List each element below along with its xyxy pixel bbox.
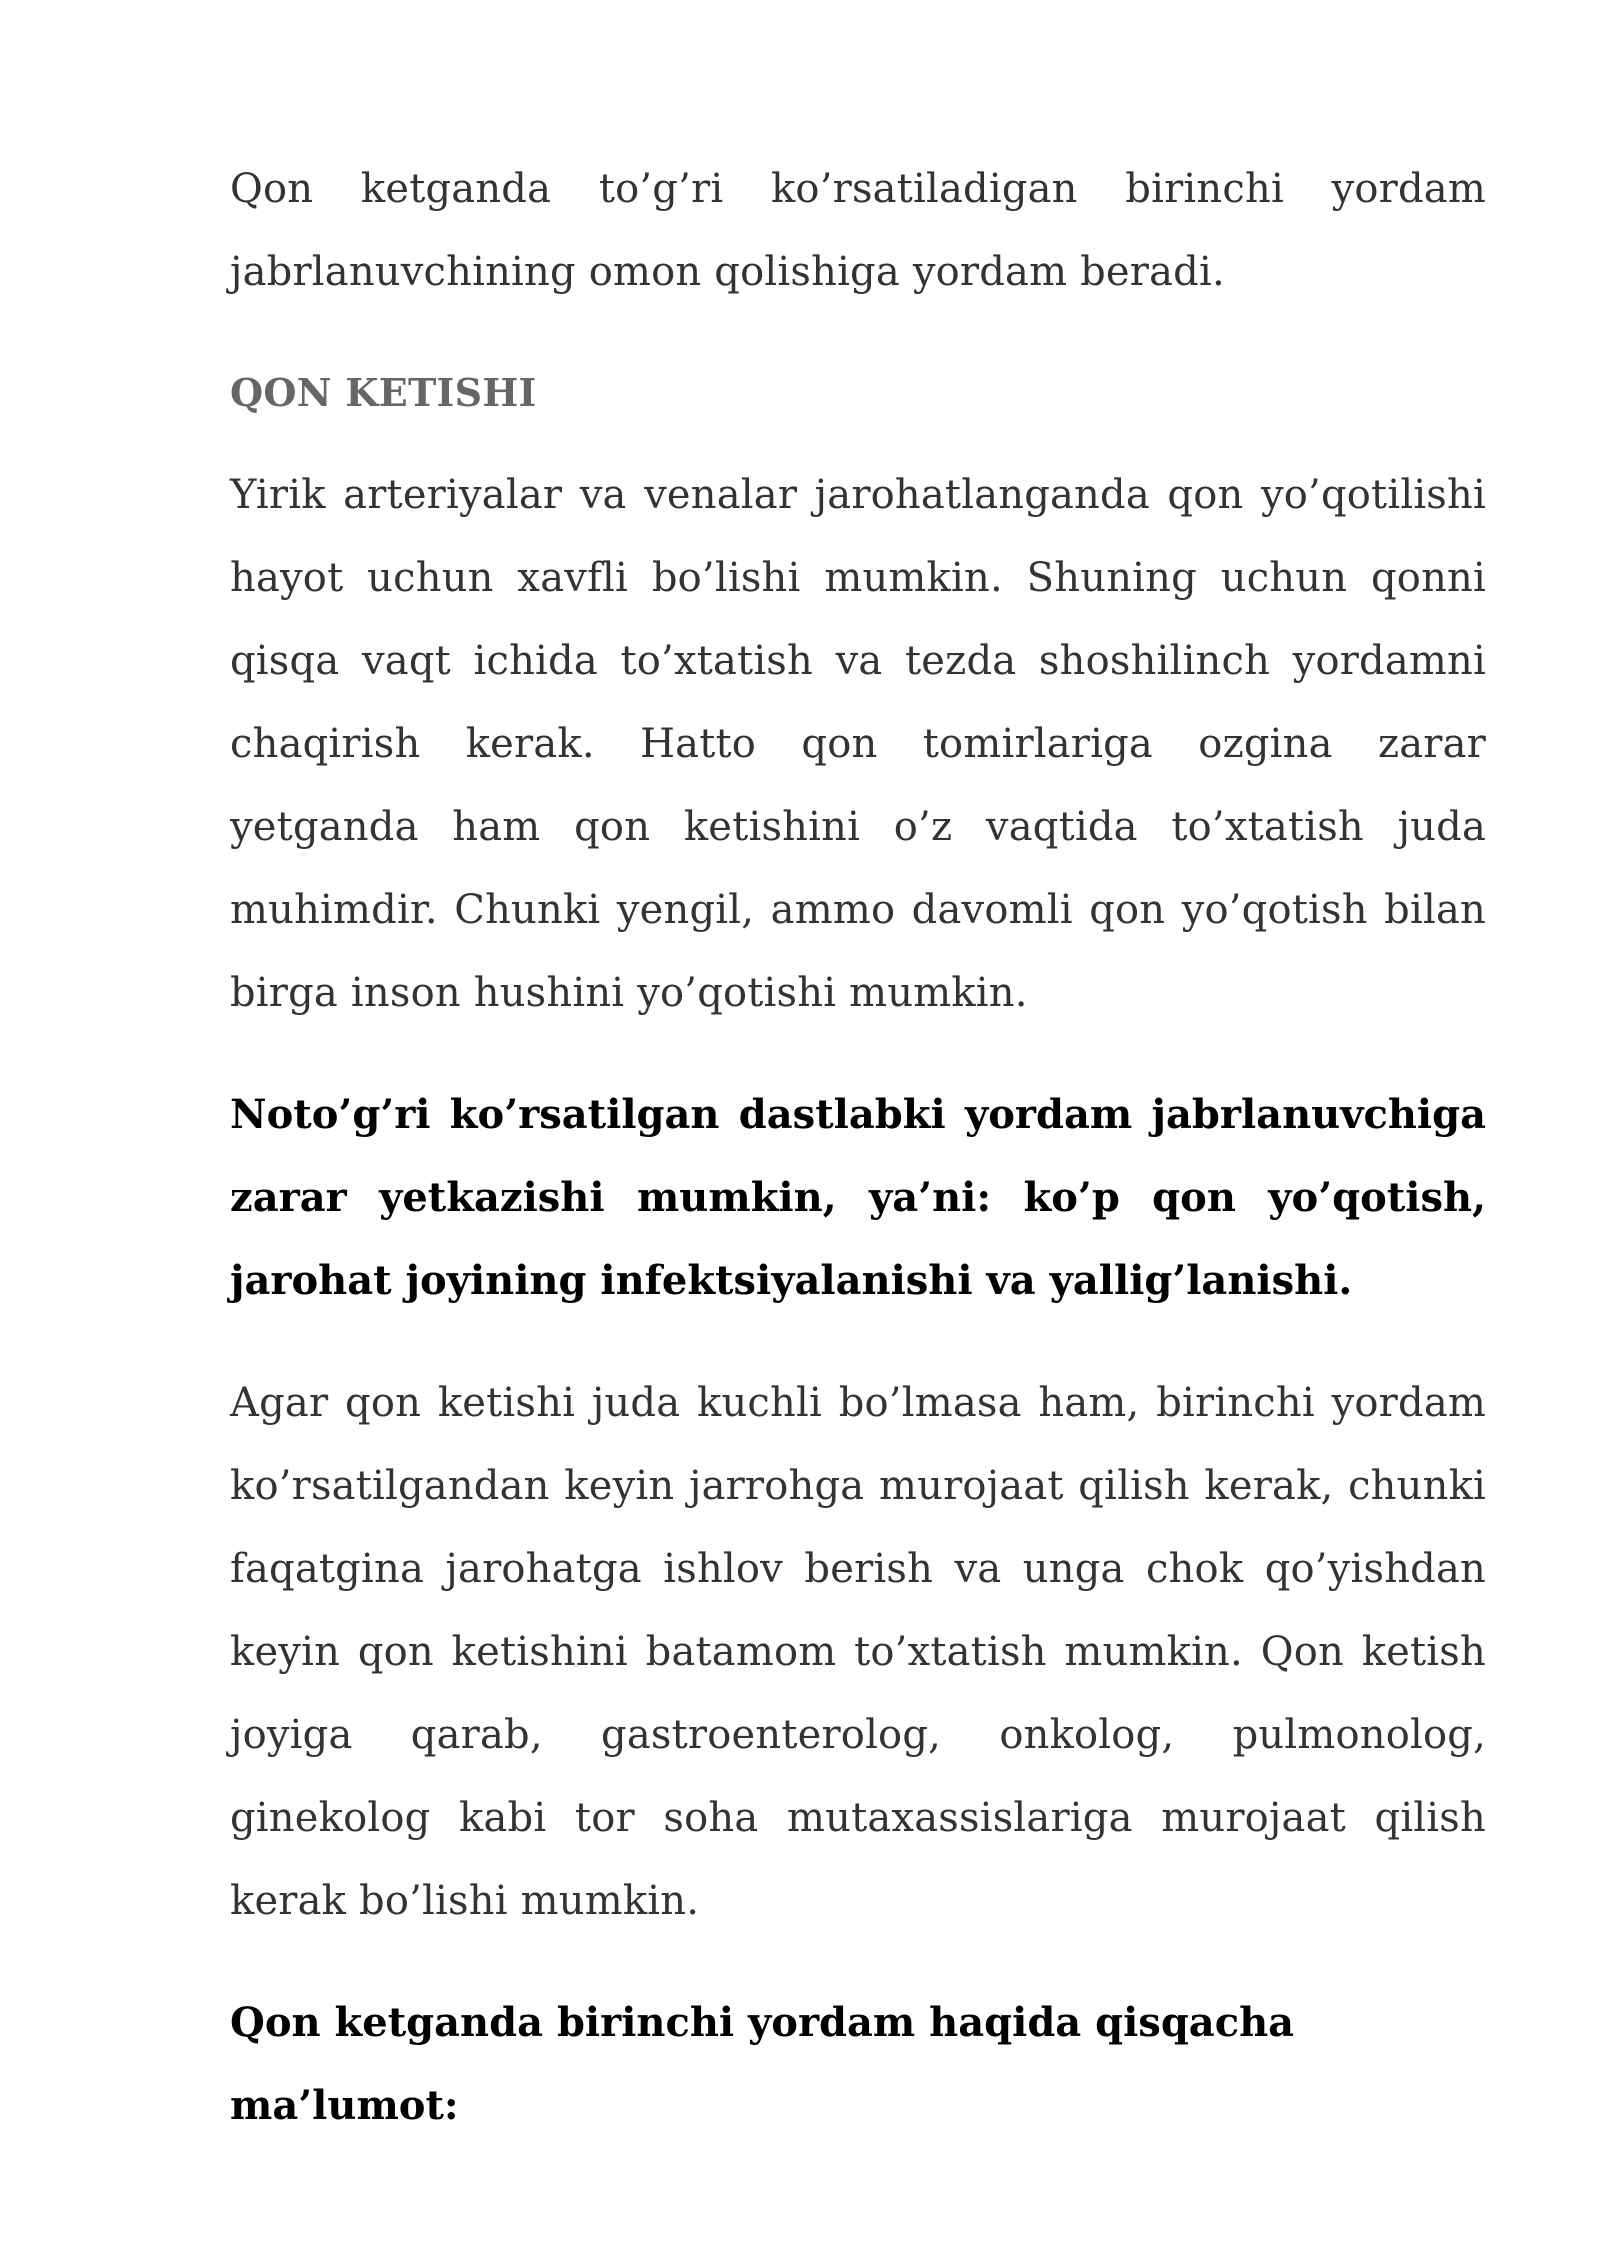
surgeon-advice-paragraph: Agar qon ketishi juda kuchli bo’lmasa ham, birinchi yordam ko’rsatilgandan keyin jarrohga murojaat qilish kerak, chunki faqatgina jarohatga ishlov berish va unga chok qo’yishdan keyin qon ketishini batamom to’xtatish mumkin. Qon ketish joyiga qarab, gastroenterolog, onkolog, pulmonolog, ginekolog kabi tor soha mutaxassislariga murojaat qilish kerak bo’lishi mumkin. bbox=[230, 1380, 1486, 1924]
section-heading: QON KETISHI bbox=[230, 370, 537, 415]
document-content bbox=[230, 148, 1486, 2147]
intro-paragraph: Qon ketganda to’g’ri ko’rsatiladigan birinchi yordam jabrlanuvchining omon qolishiga yordam beradi. bbox=[230, 166, 1486, 295]
bleeding-description-paragraph: Yirik arteriyalar va venalar jarohatlanganda qon yo’qotilishi hayot uchun xavfli bo’lishi mumkin. Shuning uchun qonni qisqa vaqt ichida to’xtatish va tezda shoshilinch yordamni chaqirish kerak. Hatto qon tomirlariga ozgina zarar yetganda ham qon ketishini o’z vaqtida to’xtatish juda muhimdir. Chunki yengil, ammo davomli qon yo’qotish bilan birga inson hushini yo’qotishi mumkin. bbox=[230, 472, 1486, 1016]
summary-heading: Qon ketganda birinchi yordam haqida qisqacha ma’lumot: bbox=[230, 1999, 1295, 2129]
warning-paragraph: Noto’g’ri ko’rsatilgan dastlabki yordam jabrlanuvchiga zarar yetkazishi mumkin, ya’ni: ko’p qon yo’qotish, jarohat joyining infektsiyalanishi va yallig’lanishi. bbox=[230, 1091, 1486, 1304]
